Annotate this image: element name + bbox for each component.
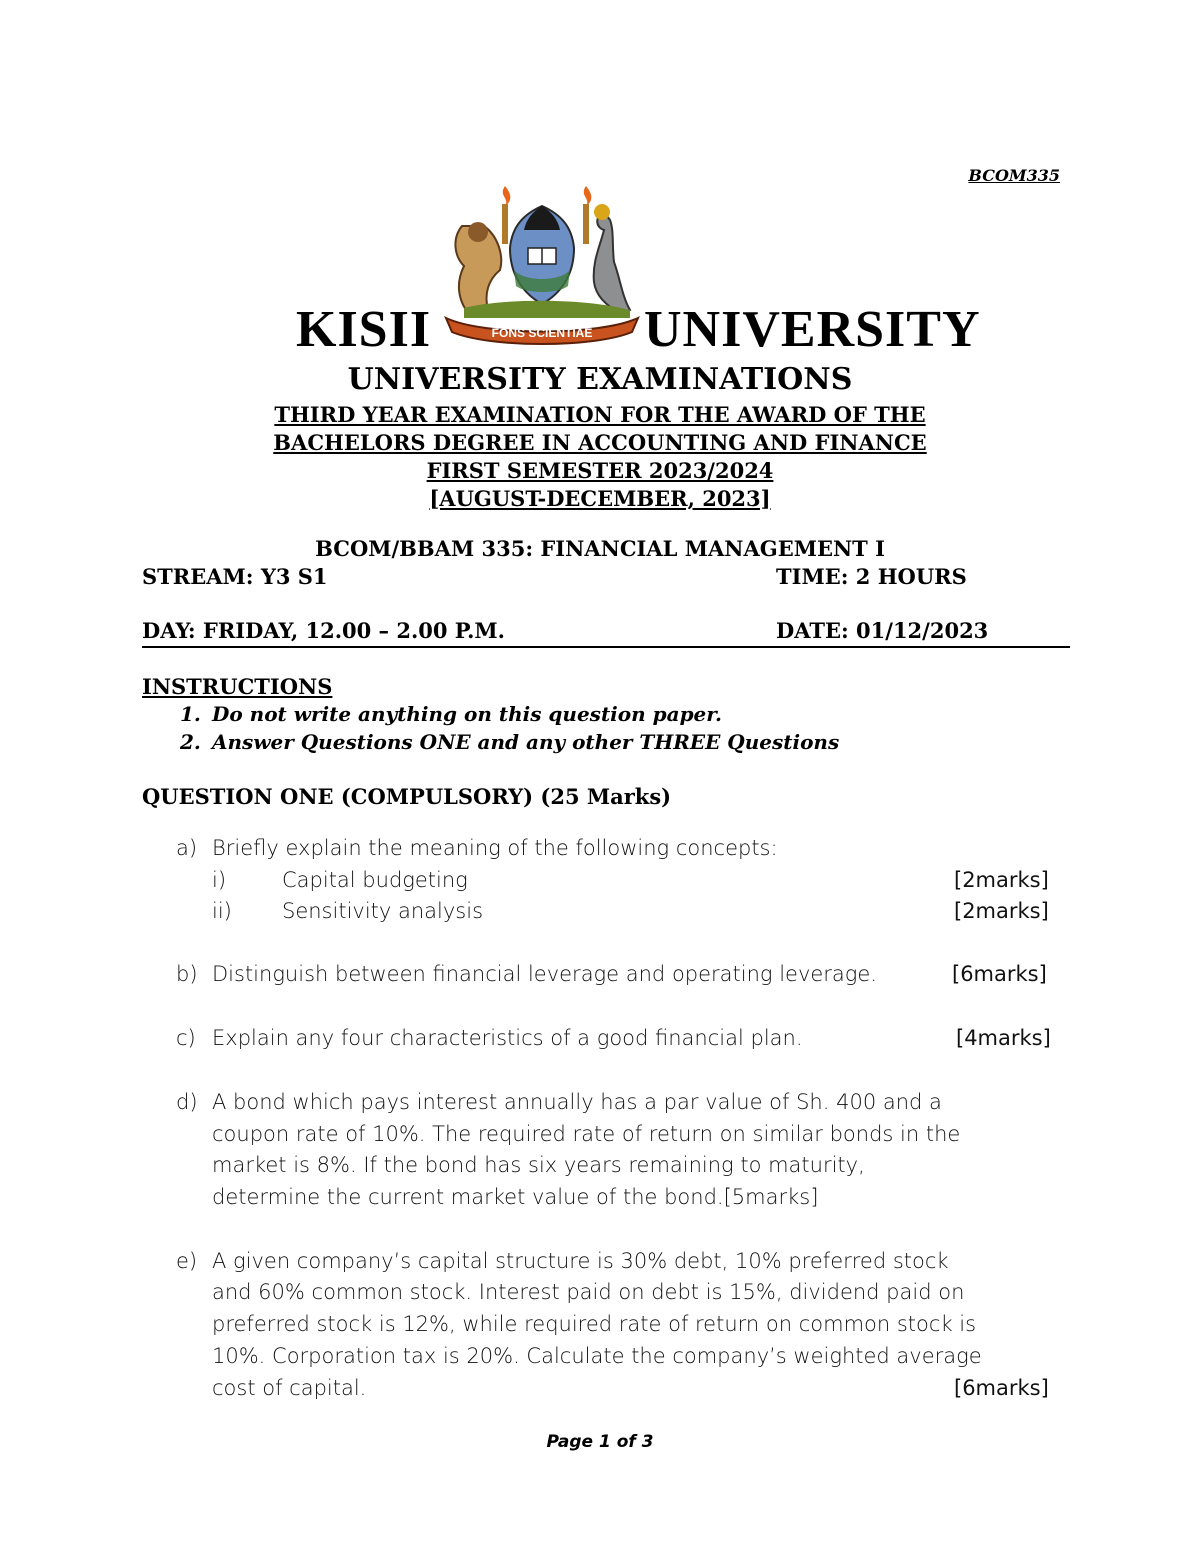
item-line: determine the current market value of the bond.[5marks] <box>212 1185 819 1209</box>
item-line: cost of capital. <box>212 1376 367 1400</box>
marks-label: [2marks] <box>954 899 1049 923</box>
header-line-4: [AUGUST-DECEMBER, 2023] <box>429 486 771 511</box>
instruction-text: Answer Questions ONE and any other THREE Questions <box>212 730 840 754</box>
header-line-2: BACHELORS DEGREE IN ACCOUNTING AND FINANCE <box>273 430 927 455</box>
marks-label: [6marks] <box>952 962 1047 986</box>
page-number: Page 1 of 3 <box>546 1432 654 1452</box>
item-line: market is 8%. If the bond has six years remaining to maturity, <box>212 1153 865 1177</box>
item-line: A bond which pays interest annually has a par value of Sh. 400 and a <box>212 1090 942 1114</box>
day-date-row <box>142 618 1070 648</box>
exam-heading: UNIVERSITY EXAMINATIONS <box>347 362 853 397</box>
item-text: Explain any four characteristics of a good financial plan. <box>212 1026 803 1050</box>
sub-item-text: Sensitivity analysis <box>282 899 484 923</box>
course-title: BCOM/BBAM 335: FINANCIAL MANAGEMENT I <box>315 536 885 561</box>
sub-item-text: Capital budgeting <box>282 868 468 892</box>
university-name-right: UNIVERSITY <box>644 301 981 358</box>
question-one-title: QUESTION ONE (COMPULSORY) (25 Marks) <box>142 784 672 809</box>
item-text: Distinguish between financial leverage and operating leverage. <box>212 962 877 986</box>
day-label: DAY: FRIDAY, 12.00 – 2.00 P.M. <box>142 618 505 643</box>
item-label: a) <box>176 836 198 860</box>
marks-label: [4marks] <box>956 1026 1051 1050</box>
item-label: c) <box>176 1026 196 1050</box>
marks-label: [6marks] <box>954 1376 1049 1400</box>
item-label: b) <box>176 962 198 986</box>
instructions-title: INSTRUCTIONS <box>142 674 333 699</box>
instruction-number: 1. <box>180 702 201 726</box>
crest-emblem-icon <box>444 186 640 348</box>
stream-label: STREAM: Y3 S1 <box>142 564 328 589</box>
instruction-number: 2. <box>180 730 201 754</box>
item-label: d) <box>176 1090 198 1114</box>
item-line: 10%. Corporation tax is 20%. Calculate the company’s weighted average <box>212 1344 982 1368</box>
course-code: BCOM335 <box>968 166 1060 185</box>
sub-item-number: i) <box>212 868 227 892</box>
instruction-text: Do not write anything on this question paper. <box>212 702 722 726</box>
item-line: preferred stock is 12%, while required rate of return on common stock is <box>212 1312 977 1336</box>
crest-motto: FONS SCIENTIAE <box>491 326 593 340</box>
university-name-left: KISII <box>296 301 432 358</box>
item-label: e) <box>176 1249 198 1273</box>
header-line-3: FIRST SEMESTER 2023/2024 <box>426 458 774 483</box>
item-line: A given company’s capital structure is 30% debt, 10% preferred stock <box>212 1249 949 1273</box>
item-line: and 60% common stock. Interest paid on debt is 15%, dividend paid on <box>212 1280 965 1304</box>
university-crest <box>444 186 640 348</box>
item-text: Briefly explain the meaning of the following concepts: <box>212 836 778 860</box>
item-line: coupon rate of 10%. The required rate of return on similar bonds in the <box>212 1122 961 1146</box>
marks-label: [2marks] <box>954 868 1049 892</box>
date-label: DATE: 01/12/2023 <box>776 618 989 643</box>
sub-item-number: ii) <box>212 899 232 923</box>
time-label: TIME: 2 HOURS <box>776 564 967 589</box>
header-line-1: THIRD YEAR EXAMINATION FOR THE AWARD OF THE <box>274 402 926 427</box>
